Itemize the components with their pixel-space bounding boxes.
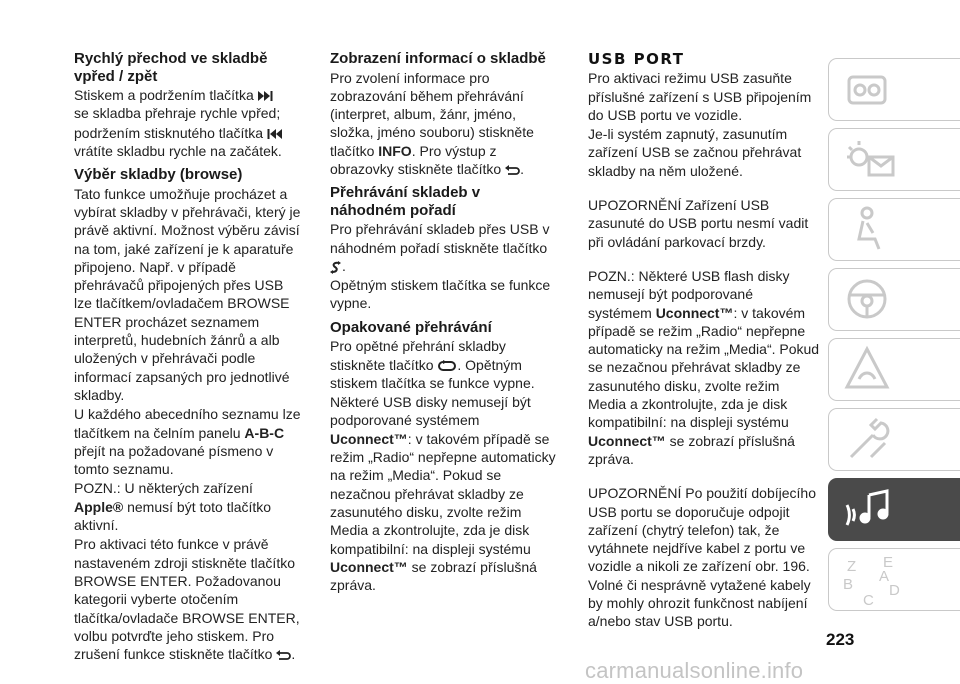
text: Stiskem a podržením tlačítka xyxy=(74,87,258,103)
text: Pro aktivaci této funkce v právě nastaveném zdroji stiskněte tlačítko BROWSE ENTER. Požadovanou kategorii vyberte otočením tlačítka/ovladače BROWSE ENTER, volbu potvrďte jeho stiskem. Pro zrušení funkce stiskněte tlačítko xyxy=(74,536,300,663)
tab-driving[interactable] xyxy=(828,268,960,331)
index-letter: E xyxy=(883,555,894,571)
text: Pro zvolení informace pro zobrazování během přehrávání (interpret, album, žánr, jméno, složka, jméno souboru) stiskněte tlačítko xyxy=(330,69,534,159)
paragraph-apple-note xyxy=(74,479,304,534)
text: Pro přehrávání skladeb přes USB v náhodném pořadí stiskněte tlačítko xyxy=(330,221,550,256)
column-left xyxy=(74,50,304,664)
text: Pro opětné přehrání skladby stiskněte tlačítko xyxy=(330,338,506,373)
heading-track-info: Zobrazení informací o skladbě xyxy=(330,50,546,67)
text: vrátíte skladbu rychle na začátek. xyxy=(74,142,282,159)
paragraph-abc xyxy=(74,405,304,478)
paragraph-enable-browse xyxy=(74,535,304,663)
seat-safety-icon xyxy=(843,205,893,255)
text: Některé USB disky nemusejí být podporované systémem xyxy=(330,394,531,429)
text: . xyxy=(342,257,346,274)
paragraph-random-play xyxy=(330,220,560,275)
text: U každého abecedního seznamu lze tlačítkem na čelním panelu xyxy=(74,406,301,441)
paragraph-repeat-play xyxy=(330,337,560,392)
paragraph-note-flash xyxy=(588,267,820,468)
tab-maintenance[interactable] xyxy=(828,408,960,471)
multimedia-icon xyxy=(843,485,897,535)
chapter-tabs xyxy=(828,58,960,618)
uconnect-brand: Uconnect™ xyxy=(655,304,734,321)
fast-rewind-icon xyxy=(267,129,283,139)
repeat-icon xyxy=(437,360,457,372)
info-button-label: INFO xyxy=(378,142,412,159)
text: . xyxy=(291,646,296,663)
back-arrow-icon xyxy=(276,650,291,660)
paragraph-fast-rewind xyxy=(74,124,304,161)
text: POZN.: U některých zařízení xyxy=(74,480,253,497)
tab-dashboard[interactable] xyxy=(828,58,960,121)
text: . Opětným stiskem tlačítka se funkce vypne. xyxy=(330,356,535,391)
paragraph-uconnect-usb xyxy=(330,393,560,594)
paragraph-track-info xyxy=(330,69,560,179)
index-letter: D xyxy=(889,582,900,599)
paragraph-warning-charging: UPOZORNĚNÍ Po použití dobíjecího USB portu se doporučuje odpojit zařízení (chytrý telefon) tak, že vytáhnete nejdříve kabel z portu ve vozidle a nikoli ze zařízení obr. 196. Volné či nesprávně vytažené kabely by mohly ohrozit funkčnost nabíjení a/nebo stav USB portu. xyxy=(588,485,816,630)
abc-button-label: A-B-C xyxy=(244,424,285,441)
text: přejít na požadované písmeno v tomto seznamu. xyxy=(74,442,274,478)
paragraph-browse: Tato funkce umožňuje procházet a vybírat skladby v přehrávači, který je právě aktivní. Možnost výběru závisí na tom, jaké zařízení je k aparatuře připojeno. Např. v případě přehrávačů připojených přes USB lze tlačítkem/ovladačem BROWSE ENTER procházet seznamem interpretů, hudebních žánrů a alb uložených v přehrávači podle informací zapsaných pro jednotlivé skladby. xyxy=(74,185,301,403)
uconnect-brand: Uconnect™ xyxy=(588,432,666,449)
index-letters-icon xyxy=(843,555,913,611)
paragraph-random-off: Opětným stiskem tlačítka se funkce vypne. xyxy=(330,277,551,312)
road-emergency-icon xyxy=(843,345,893,395)
index-letter: C xyxy=(863,592,874,609)
text: . xyxy=(520,160,524,177)
paragraph-fast-forward xyxy=(74,86,304,123)
back-arrow-icon xyxy=(505,165,520,175)
index-letter: Z xyxy=(847,558,857,575)
fast-forward-icon xyxy=(258,91,274,101)
shuffle-icon xyxy=(330,261,342,274)
paragraph-warning-brake: UPOZORNĚNÍ Zařízení USB zasunuté do USB portu nesmí vadit při ovládání parkovací brzdy. xyxy=(588,197,809,250)
column-middle xyxy=(330,50,560,595)
column-right xyxy=(588,50,820,632)
steering-wheel-icon xyxy=(843,275,893,325)
car-dashboard-icon xyxy=(843,65,893,115)
heading-fast-skip: Rychlý přechod ve skladbě vpřed / zpět xyxy=(74,50,268,85)
text: : v takovém případě se režim „Radio“ nepřepne automaticky na režim „Media“. Pokud se nezačnou přehrávat skladby ze zasunutého disku, zvolte režim Media a zkontrolujte, zda je disk kompatibilní: na displeji systému xyxy=(588,304,820,431)
index-letter: A xyxy=(879,568,890,585)
paragraph-usb-activate: Pro aktivaci režimu USB zasuňte příslušné zařízení s USB připojením do USB portu ve vozidle. xyxy=(588,70,812,123)
text: nemusí být toto tlačítko aktivní. xyxy=(74,498,272,534)
text: se zobrazí příslušná zpráva. xyxy=(330,558,537,594)
heading-random-play: Přehrávání skladeb v náhodném pořadí xyxy=(330,184,481,219)
text: se skladba přehraje rychle vpřed; xyxy=(74,105,281,122)
page-number: 223 xyxy=(826,630,855,649)
text: podržením stisknutého tlačítka xyxy=(74,124,267,141)
tab-multimedia[interactable] xyxy=(828,478,960,541)
uconnect-brand: Uconnect™ xyxy=(330,558,408,575)
apple-brand: Apple® xyxy=(74,498,124,515)
heading-usb-port: USB PORT xyxy=(588,50,685,68)
tab-safety[interactable] xyxy=(828,198,960,261)
watermark: carmanualsonline.info xyxy=(585,658,804,683)
uconnect-brand: Uconnect™ xyxy=(330,430,408,447)
text: POZN.: Některé USB flash disky nemusejí být podporované systémem xyxy=(588,267,790,321)
tab-emergency[interactable] xyxy=(828,338,960,401)
paragraph-usb-autoplay: Je-li systém zapnutý, zasunutím zařízení USB se začnou přehrávat skladby na něm uložené. xyxy=(588,126,802,179)
text: . Pro výstup z obrazovky stiskněte tlačítko xyxy=(330,142,506,177)
maintenance-tools-icon xyxy=(843,415,893,465)
tab-index[interactable] xyxy=(828,548,960,611)
index-letter: B xyxy=(843,576,854,593)
heading-repeat-play: Opakované přehrávání xyxy=(330,318,492,336)
heading-browse: Výběr skladby (browse) xyxy=(74,166,243,184)
tab-warning-lights[interactable] xyxy=(828,128,960,191)
text: se zobrazí příslušná zpráva. xyxy=(588,432,795,467)
warning-lights-icon xyxy=(843,135,899,185)
text: : v takovém případě se režim „Radio“ nepřepne automaticky na režim „Media“. Pokud se nezačnou přehrávat skladby ze zasunutého disku, zvolte režim Media a zkontrolujte, zda je disk kompatibilní: na displeji systému xyxy=(330,430,556,557)
